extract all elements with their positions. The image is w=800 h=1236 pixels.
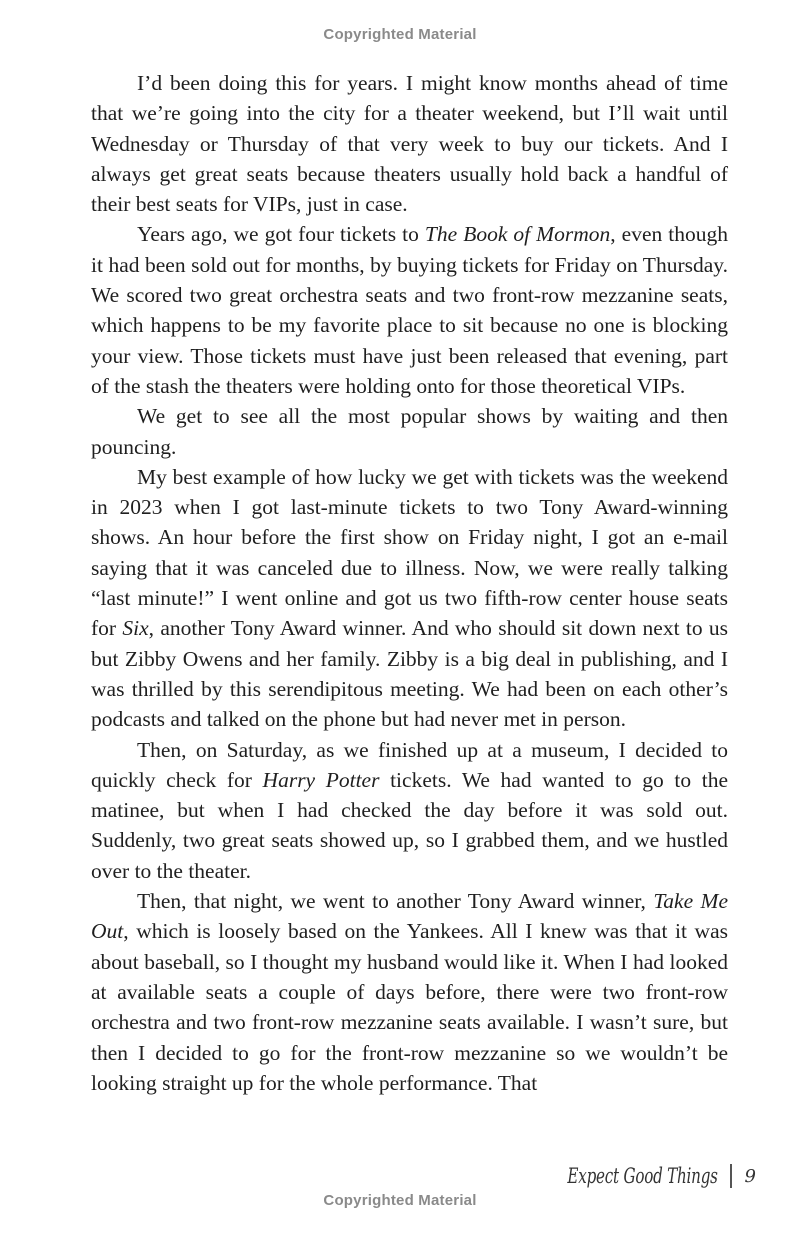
paragraph — [91, 401, 728, 462]
paragraph — [91, 886, 728, 1098]
paragraph-text: I’d been doing this for years. I might know months ahead of time that we’re going into the city for a theater weekend, but I’ll wait until Wednesday or Thursday of that very week to buy our tickets. And I always get great seats because theaters usually hold back a handful of their best seats for VIPs, just in case. — [91, 71, 728, 217]
paragraph — [91, 68, 728, 219]
footer-divider — [730, 1164, 732, 1188]
paragraph-text: My best example of how lucky we get with tickets was the weekend in 2023 when I got last-minute tickets to two Tony Award-winning shows. An hour before the first show on Friday night, I got an e-mail saying that it was canceled due to illness. Now, we were really talking “last minute!” I went online and got us two fifth-row center house seats for — [91, 464, 728, 641]
running-title: Expect Good Things — [567, 1164, 719, 1188]
paragraph-text: tickets. We had wanted to go to the matinee, but when I had checked the day before it was sold out. Suddenly, two great seats showed up, so I grabbed them, and we hustled over to the theater. — [91, 767, 728, 883]
paragraph-text: , even though it had been sold out for months, by buying tickets for Friday on Thursday. We scored two great orchestra seats and two front-row mezzanine seats, which happens to be my favorite place to sit because no one is blocking your view. Those tickets must have just been released that evening, part of the stash the theaters were holding onto for those theoretical VIPs. — [91, 222, 728, 398]
copyright-watermark-top: Copyrighted Material — [323, 26, 477, 43]
paragraph — [91, 462, 728, 735]
paragraph-text: We get to see all the most popular shows by waiting and then pouncing. — [91, 404, 728, 459]
paragraph-text: Years ago, we got four tickets to — [137, 222, 425, 247]
italic-title-text: Harry Potter — [262, 767, 380, 792]
paragraph-text: , another Tony Award winner. And who should sit down next to us but Zibby Owens and her family. Zibby is a big deal in publishing, and I was thrilled by this serendipitous meeting. We had been on each other’s podcasts and talked on the phone but had never met in person. — [91, 616, 728, 732]
body-text — [91, 68, 728, 1098]
page-footer — [509, 1160, 756, 1192]
italic-title-text: Take Me Out — [91, 889, 728, 944]
paragraph-text: Then, on Saturday, as we finished up at a museum, I decided to quickly check for — [91, 737, 728, 792]
paragraph-text: Then, that night, we went to another Tony Award winner, — [137, 889, 654, 914]
paragraph-text: , which is loosely based on the Yankees. All I knew was that it was about baseball, so I thought my husband would like it. When I had looked at available seats a couple of days before, there were two front-row orchestra and two front-row mezzanine seats available. I wasn’t sure, but then I decided to go for the front-row mezzanine so we wouldn’t be looking straight up for the whole performance. That — [91, 919, 728, 1095]
italic-title-text: The Book of Mormon — [424, 222, 611, 247]
page-number: 9 — [744, 1165, 756, 1187]
paragraph — [91, 735, 728, 886]
paragraph — [91, 219, 728, 401]
copyright-watermark-bottom: Copyrighted Material — [323, 1192, 477, 1209]
italic-title-text: Six — [122, 616, 149, 641]
